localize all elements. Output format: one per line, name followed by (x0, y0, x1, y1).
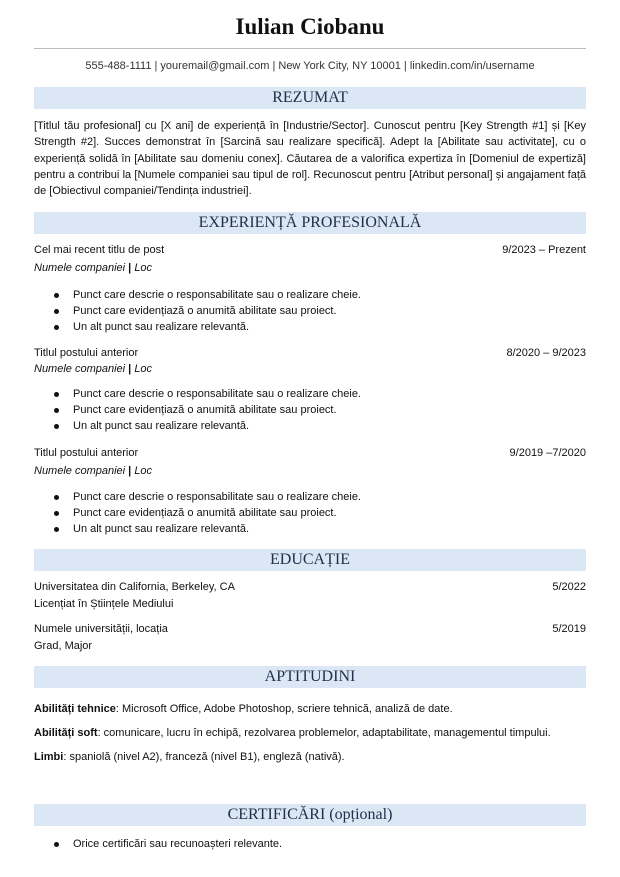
skills-line (34, 703, 453, 715)
job-company-line (34, 465, 152, 477)
school-name: Numele universității, locația (34, 623, 168, 635)
list-item: Un alt punct sau realizare relevantă. (34, 418, 361, 434)
job-dates: 8/2020 – 9/2023 (506, 347, 586, 359)
job-header (34, 244, 586, 260)
list-item: Punct care descrie o responsabilitate sau o realizare cheie. (34, 287, 361, 303)
job-bullets (34, 489, 361, 537)
job-company: Numele companiei (34, 262, 126, 274)
skills-label: Limbi (34, 751, 64, 763)
job-bullets (34, 287, 361, 335)
certifications-heading: CERTIFICĂRI (opțional) (34, 804, 586, 826)
contact-line: 555-488-1111 | youremail@gmail.com | New York City, NY 10001 | linkedin.com/in/username (85, 60, 535, 72)
job-company: Numele companiei (34, 465, 126, 477)
skills-text: : spaniolă (nivel A2), franceză (nivel B1), engleză (nativă). (63, 751, 345, 763)
list-item: Punct care descrie o responsabilitate sau o realizare cheie. (34, 489, 361, 505)
list-item: Punct care evidențiază o anumită abilitate sau proiect. (34, 505, 361, 521)
job-title: Titlul postului anterior (34, 347, 139, 359)
job-title: Cel mai recent titlu de post (34, 244, 165, 256)
education-entry (34, 623, 586, 639)
job-header (34, 447, 586, 463)
job-dates: 9/2023 – Prezent (502, 244, 586, 256)
candidate-name: Iulian Ciobanu (235, 14, 385, 39)
education-heading: EDUCAȚIE (34, 549, 586, 571)
list-item: Un alt punct sau realizare relevantă. (34, 319, 361, 335)
job-location: Loc (134, 262, 153, 274)
list-item: Punct care evidențiază o anumită abilitate sau proiect. (34, 303, 361, 319)
degree: Licențiat în Științele Mediului (34, 598, 174, 610)
list-item: Punct care descrie o responsabilitate sau o realizare cheie. (34, 386, 361, 402)
graduation-date: 5/2022 (552, 581, 586, 593)
summary-text: [Titlul tău profesional] cu [X ani] de experiență în [Industrie/Sector]. Cunoscut pentru [Key Strength #1] și [Key Strength #2]. Succes demonstrat în [Sarcină sau realizare specifică]. Adept la [Abilitate sau activitate], cu o experiență solidă în [Abilitate sau domeniu conex]. Căutarea de a valorifica expertiza în [Domeniul de expertiză] pentru a contribui la [Numele companiei sau tipul de rol]. Recunoscut pentru [Atribut personal] și angajament față de [Obiectivul companiei/Tendința industriei]. (34, 120, 586, 198)
job-location: Loc (134, 465, 153, 477)
certifications-list (34, 836, 282, 852)
skills-line (34, 727, 551, 739)
skills-heading: APTITUDINI (34, 666, 586, 688)
experience-heading: EXPERIENȚĂ PROFESIONALĂ (34, 212, 586, 234)
skills-label: Abilități soft (34, 727, 98, 739)
job-location: Loc (134, 363, 153, 375)
degree: Grad, Major (34, 640, 93, 652)
job-company: Numele companiei (34, 363, 126, 375)
list-item: Orice certificări sau recunoașteri relevante. (34, 836, 282, 852)
header-divider (34, 48, 586, 49)
job-dates: 9/2019 –7/2020 (509, 447, 586, 459)
list-item: Punct care evidențiază o anumită abilitate sau proiect. (34, 402, 361, 418)
school-name: Universitatea din California, Berkeley, CA (34, 581, 235, 593)
job-bullets (34, 386, 361, 434)
graduation-date: 5/2019 (552, 623, 586, 635)
job-header (34, 347, 586, 363)
skills-text: : Microsoft Office, Adobe Photoshop, scriere tehnică, analiză de date. (115, 703, 453, 715)
education-entry (34, 581, 586, 597)
job-company-line (34, 363, 152, 375)
job-separator: | (128, 262, 132, 274)
skills-label: Abilități tehnice (34, 703, 116, 715)
job-separator: | (128, 465, 132, 477)
job-company-line (34, 262, 152, 274)
list-item: Un alt punct sau realizare relevantă. (34, 521, 361, 537)
summary-heading: REZUMAT (34, 87, 586, 109)
skills-line (34, 751, 345, 763)
job-title: Titlul postului anterior (34, 447, 139, 459)
job-separator: | (128, 363, 132, 375)
skills-text: : comunicare, lucru în echipă, rezolvarea problemelor, adaptabilitate, managementul timpului. (97, 727, 551, 739)
